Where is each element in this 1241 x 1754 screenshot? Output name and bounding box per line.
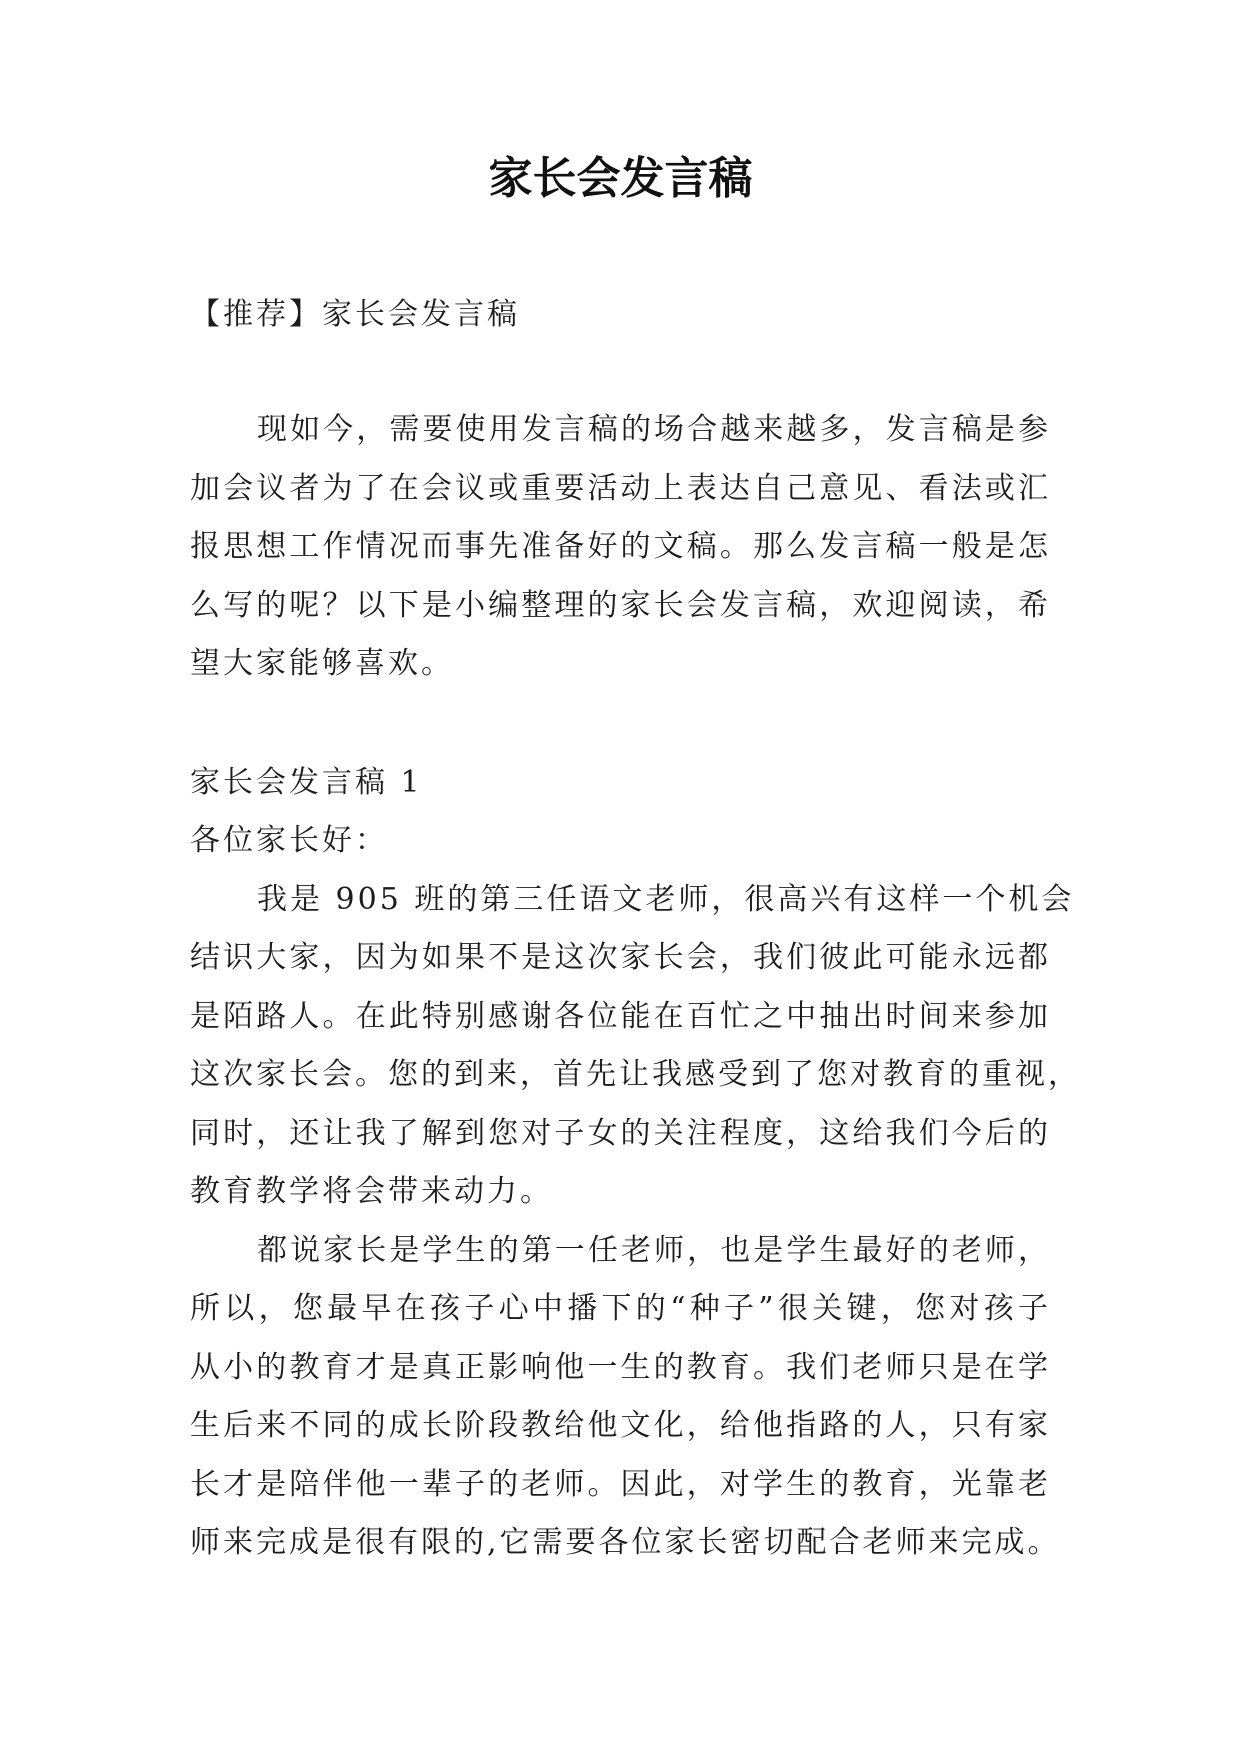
paragraph-line: 现如今，需要使用发言稿的场合越来越多，发言稿是参 [257,412,1051,447]
paragraph-line: 从小的教育才是真正影响他一生的教育。我们老师只是在学 [190,1349,1051,1385]
paragraph-line: 么写的呢？以下是小编整理的家长会发言稿，欢迎阅读，希 [190,587,1051,623]
paragraph-line: 我是 905 班的第三任语文老师，很高兴有这样一个机会 [257,881,1075,917]
paragraph-line: 生后来不同的成长阶段教给他文化，给他指路的人，只有家 [190,1408,1051,1443]
paragraph-line: 同时，还让我了解到您对子女的关注程度，这给我们今后的 [190,1115,1051,1151]
paragraph-line: 所以，您最早在孩子心中播下的“种子”很关键，您对孩子 [190,1291,1051,1326]
recommend-line: 【推荐】家长会发言稿 [190,297,520,332]
paragraph-line: 望大家能够喜欢。 [190,646,454,681]
document-title: 家长会发言稿 [488,153,753,204]
paragraph-line: 结识大家，因为如果不是这次家长会，我们彼此可能永远都 [190,940,1051,975]
paragraph-line: 加会议者为了在会议或重要活动上表达自己意见、看法或汇 [190,470,1051,506]
document-body [190,286,1081,1573]
greeting: 各位家长好： [190,823,388,858]
paragraph-line: 师来完成是很有限的,它需要各位家长密切配合老师来完成。 [190,1525,1061,1560]
paragraph-line: 这次家长会。您的到来，首先让我感受到了您对教育的重视， [190,1057,1081,1092]
paragraph-line: 报思想工作情况而事先准备好的文稿。那么发言稿一般是怎 [190,529,1051,564]
body-paragraph [190,871,1081,1222]
section-heading: 家长会发言稿 1 [190,764,423,800]
body-paragraph [190,1222,1061,1573]
paragraph-line: 长才是陪伴他一辈子的老师。因此，对学生的教育，光靠老 [190,1466,1051,1502]
paragraph-line: 都说家长是学生的第一任老师，也是学生最好的老师， [257,1232,1051,1268]
intro-paragraph [190,401,1051,694]
paragraph-line: 是陌路人。在此特别感谢各位能在百忙之中抽出时间来参加 [190,998,1051,1034]
paragraph-line: 教育教学将会带来动力。 [190,1174,553,1209]
